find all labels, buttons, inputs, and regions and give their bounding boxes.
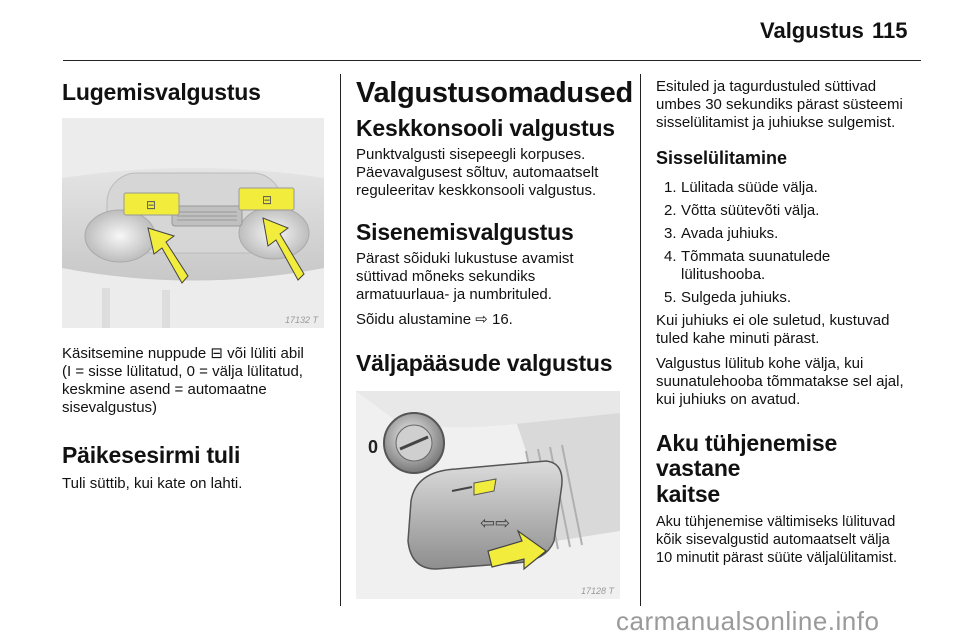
ignition-position-label: 0 — [368, 436, 379, 457]
column-3 — [656, 74, 926, 567]
step-number: 5. — [664, 288, 677, 306]
heading-console-light: Keskkonsooli valgustus — [356, 115, 615, 142]
svg-text:⊟: ⊟ — [261, 192, 273, 207]
text-line: kõik sisevalgustid automaatselt välja — [656, 531, 890, 548]
heading-reading-lights: Lugemisvalgustus — [62, 79, 261, 105]
turn-signal-lever-illustration — [356, 391, 620, 599]
text-line: tuled kahe minuti pärast. — [656, 329, 820, 347]
step-number: 2. — [664, 201, 677, 219]
list-item — [656, 225, 926, 243]
figure-exit-lighting — [356, 391, 620, 599]
activation-steps — [656, 179, 926, 307]
list-item — [656, 289, 926, 307]
text-line: Käsitsemine nuppude ⊟ või lüliti abil — [62, 344, 304, 362]
list-item — [656, 202, 926, 220]
reading-lights-illustration — [62, 118, 324, 328]
step-number: 3. — [664, 224, 677, 242]
column-1 — [62, 74, 324, 493]
exit-lighting-intro — [656, 78, 926, 132]
step-text: Lülitada süüde välja. — [681, 178, 818, 196]
text-line: Kui juhiuks ei ole suletud, kustuvad — [656, 311, 890, 329]
column-2 — [356, 74, 633, 599]
door-open-text — [656, 312, 926, 348]
heading-line: kaitse — [656, 481, 721, 508]
watermark: carmanualsonline.info — [616, 606, 880, 636]
heading-activation: Sisselülitamine — [656, 148, 788, 168]
column-divider-2 — [640, 74, 641, 606]
text-line: umbes 30 sekundiks pärast süsteemi — [656, 96, 903, 113]
battery-protection-text — [656, 513, 926, 567]
column-divider-1 — [340, 74, 341, 606]
reading-lights-text — [62, 345, 324, 417]
list-item — [656, 248, 926, 284]
step-text: Võtta süütevõti välja. — [681, 201, 820, 219]
heading-line: Aku tühjenemise vastane — [656, 429, 838, 482]
svg-text:⊟: ⊟ — [145, 197, 157, 212]
switch-off-text — [656, 355, 926, 409]
text-line: sisevalgustus) — [62, 398, 158, 416]
text-line: sisselülitamist ja juhiukse sulgemist. — [656, 114, 896, 131]
heading-sun-visor-light: Päikesesirmi tuli — [62, 441, 241, 468]
figure-reading-lights — [62, 118, 324, 328]
step-text: Tõmmata suunatulede lülitushooba. — [681, 247, 831, 283]
console-light-text — [356, 146, 626, 200]
heading-exit-lighting: Väljapääsude valgustus — [356, 349, 613, 376]
section-title: Valgustus — [760, 18, 864, 43]
text-line: reguleeritav keskkonsooli valgustus. — [356, 182, 597, 200]
text-line: (I = sisse lülitatud, 0 = välja lülitatud, — [62, 362, 303, 380]
figure-code: 17132 T — [284, 314, 318, 325]
text-line: keskmine asend = automaatne — [62, 380, 267, 398]
header-rule — [63, 60, 921, 61]
text-line: Aku tühjenemise vältimiseks lülituvad — [656, 513, 896, 530]
text-line: Valgustus lülitub kohe välja, kui — [656, 354, 864, 372]
step-number: 1. — [664, 178, 677, 196]
text-line: suunatulehooba tõmmatakse sel ajal, — [656, 372, 904, 390]
sun-visor-text: Tuli süttib, kui kate on lahti. — [62, 474, 243, 492]
text-line: kui juhiuks on avatud. — [656, 390, 801, 408]
text-line: Päevavalgusest sõltuv, automaatselt — [356, 164, 599, 182]
step-text: Sulgeda juhiuks. — [681, 288, 792, 306]
svg-text:⇦⇨: ⇦⇨ — [480, 512, 511, 533]
text-line: armatuurlaua- ja numbrituled. — [356, 285, 552, 303]
step-number: 4. — [664, 247, 677, 265]
heading-battery-protection — [656, 431, 926, 508]
entry-lighting-text — [356, 250, 626, 304]
heading-lighting-features: Valgustusomadused — [356, 77, 633, 109]
text-line: 10 minutit pärast süüte väljalülitamist. — [656, 549, 897, 566]
entry-reference: Sõidu alustamine ⇨ 16. — [356, 310, 513, 328]
text-line: Pärast sõiduki lukustuse avamist — [356, 249, 574, 267]
heading-entry-lighting: Sisenemisvalgustus — [356, 219, 574, 246]
figure-code: 17128 T — [580, 585, 614, 596]
page-header — [0, 0, 960, 70]
text-line: süttivad mõneks sekundiks — [356, 267, 536, 285]
step-text: Avada juhiuks. — [681, 224, 779, 242]
list-item — [656, 179, 926, 197]
text-line: Esituled ja tagurdustuled süttivad — [656, 78, 877, 95]
page-number: 115 — [872, 18, 908, 43]
text-line: Punktvalgusti sisepeegli korpuses. — [356, 146, 586, 164]
